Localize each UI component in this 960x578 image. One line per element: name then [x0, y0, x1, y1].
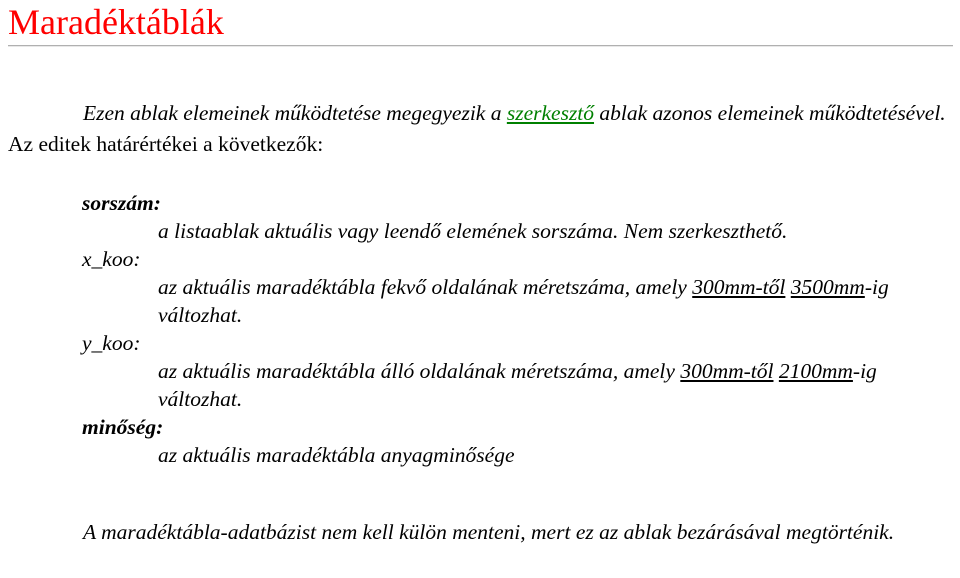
desc-sorszam: [158, 217, 918, 245]
field-definitions: [82, 189, 942, 469]
title-divider: [8, 45, 953, 47]
intro-text-part3: Az editek határértékei a következők:: [8, 132, 324, 156]
term-y-koo: y_koo:: [82, 331, 141, 355]
x-koo-min-value: 300mm-től: [692, 275, 786, 299]
desc-x-koo-suffix: -ig változhat.: [158, 275, 889, 327]
intro-text-part2: ablak azonos elemeinek működtetésével.: [594, 101, 946, 125]
desc-y-koo-suffix: -ig változhat.: [158, 359, 877, 411]
y-koo-max-value: 2100mm: [778, 359, 853, 383]
desc-sorszam-text: a listaablak aktuális vagy leendő elemének sorszáma. Nem szerkeszthető.: [158, 219, 788, 243]
desc-y-koo: [158, 357, 918, 413]
desc-minoseg-text: az aktuális maradéktábla anyagminősége: [158, 443, 515, 467]
desc-y-koo-text: az aktuális maradéktábla álló oldalának méretszáma, amely: [158, 359, 681, 383]
term-sorszam: sorszám:: [82, 191, 161, 215]
x-koo-max-value: 3500mm: [790, 275, 865, 299]
outro-paragraph: A maradéktábla-adatbázist nem kell külön menteni, mert ez az ablak bezárásával megtörténik.: [83, 520, 895, 544]
intro-text-part1: Ezen ablak elemeinek működtetése megegyezik a: [83, 101, 507, 125]
szerkeszto-link[interactable]: szerkesztő: [506, 101, 595, 125]
term-x-koo: x_koo:: [82, 247, 141, 271]
desc-minoseg: [158, 441, 918, 469]
y-koo-min-value: 300mm-től: [680, 359, 774, 383]
desc-x-koo-text: az aktuális maradéktábla fekvő oldalának méretszáma, amely: [158, 275, 693, 299]
intro-paragraph: [8, 98, 953, 160]
page-title: Maradéktáblák: [8, 2, 224, 42]
term-minoseg: minőség:: [82, 415, 164, 439]
desc-x-koo: [158, 273, 918, 329]
